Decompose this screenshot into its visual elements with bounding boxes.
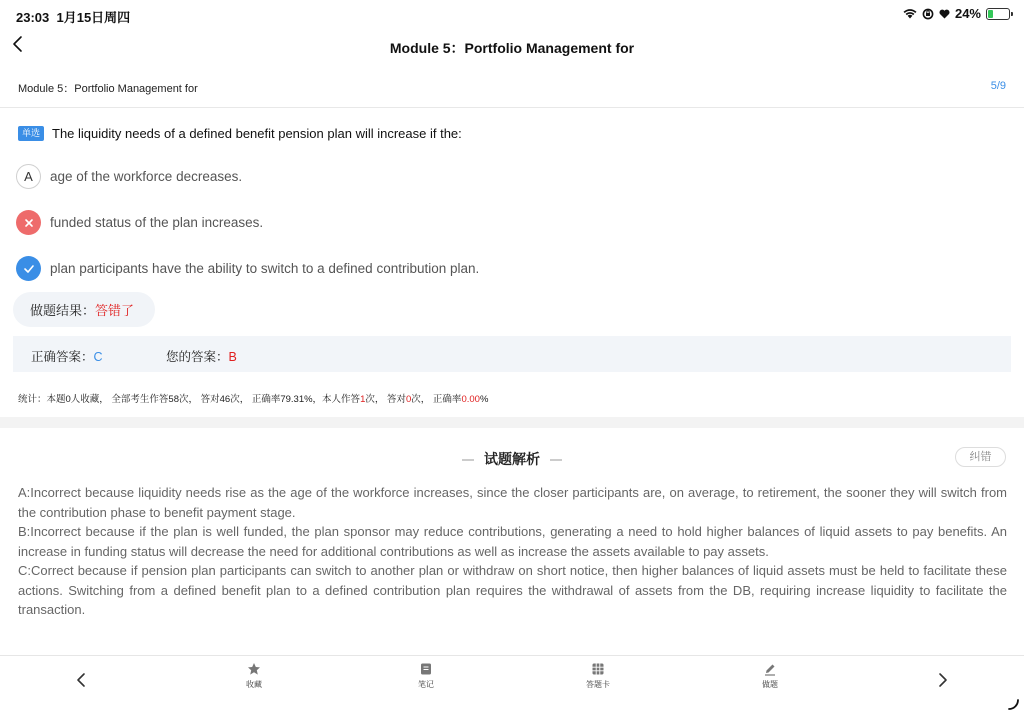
resize-handle-icon (1004, 696, 1020, 712)
stats-part-2: 次， 答对 (365, 394, 406, 405)
correct-answer-value: C (93, 350, 103, 364)
module-title: Module 5：Portfolio Management for (18, 83, 198, 95)
option-a-text: age of the workforce decreases. (50, 169, 243, 184)
analysis-paragraph-c: C:Correct because if pension plan participants can switch to another plan or withdraw on short notice, then higher balances of liquid assets must be held to facilitate these actions. Switching from a defined benefit plan to a defined contribution plan requires the withdrawal of assets from the DB, requiring increase liquidity to facilitate the transaction. (18, 563, 1007, 617)
stats-line (18, 391, 488, 405)
battery-level (988, 10, 993, 18)
status-bar (0, 0, 1024, 28)
cross-icon (24, 218, 34, 228)
favorite-label: 收藏 (246, 680, 262, 689)
heart-icon (939, 9, 950, 19)
chevron-right-icon (930, 668, 954, 692)
correct-answer (31, 347, 103, 365)
stats-part-4: % (479, 394, 489, 405)
clock-time: 23:03 (16, 10, 50, 25)
option-b[interactable] (16, 210, 263, 235)
star-icon (247, 662, 261, 676)
my-rate: 0.00 (461, 394, 480, 405)
prev-question-button[interactable] (70, 668, 94, 692)
battery-percent: 24% (954, 6, 981, 21)
my-attempts: 1 (360, 394, 366, 405)
notes-button[interactable] (396, 662, 456, 690)
stats-part-3: 次， 正确率 (411, 394, 462, 405)
heading-dash-left (462, 459, 474, 461)
analysis-paragraph-b: B:Incorrect because if the plan is well funded, the plan sponsor may reduce contributions, generating a need to hold higher balances of liquid assets to pay benefits. An increase in funding status will decrease the need for additional contributions as well as increase the assets available to pay assets. (18, 524, 1007, 559)
option-c[interactable] (16, 256, 479, 281)
battery-icon (986, 8, 1010, 20)
question-progress: 5/9 (990, 80, 1006, 92)
report-error-button[interactable]: 纠错 (955, 447, 1006, 467)
question-text: The liquidity needs of a defined benefit pension plan will increase if the: (52, 126, 462, 141)
nav-bar (0, 28, 1024, 64)
analysis-body (18, 483, 1007, 620)
next-question-button[interactable] (930, 668, 954, 692)
your-answer-value: B (228, 350, 237, 364)
answer-card-button[interactable] (568, 662, 628, 690)
stats-part-1: 统计：本题0人收藏， 全部考生作答58次， 答对46次， 正确率79.31%，本人作答 (18, 394, 361, 405)
analysis-title: 试题解析 (484, 451, 540, 467)
heading-dash-right (550, 459, 562, 461)
practice-label: 做题 (762, 680, 778, 689)
option-c-text: plan participants have the ability to switch to a defined contribution plan. (50, 261, 480, 276)
analysis-heading (0, 449, 1024, 469)
bottom-toolbar (0, 655, 1024, 716)
result-pill (13, 292, 155, 327)
status-icons (903, 6, 1010, 21)
chevron-left-icon (70, 668, 94, 692)
check-icon (23, 264, 35, 274)
favorite-button[interactable] (224, 662, 284, 690)
option-b-text: funded status of the plan increases. (50, 215, 264, 230)
note-icon (419, 662, 433, 676)
result-label: 做题结果： (30, 303, 96, 318)
practice-button[interactable] (740, 662, 800, 690)
page-title: Module 5：Portfolio Management for (389, 40, 635, 56)
wifi-icon (903, 8, 917, 19)
your-answer-label: 您的答案： (166, 350, 229, 364)
question-stem (18, 126, 462, 141)
answer-card-icon (591, 662, 605, 676)
correct-answer-label: 正确答案： (31, 350, 94, 364)
rotation-lock-icon (922, 8, 934, 20)
option-c-marker (16, 256, 41, 281)
clock-date: 1月15日周四 (56, 10, 131, 25)
subheader (0, 72, 1024, 108)
option-b-marker (16, 210, 41, 235)
option-a[interactable] (16, 164, 242, 189)
your-answer (166, 347, 237, 365)
question-type-badge: 单选 (18, 126, 44, 141)
answer-card-label: 答题卡 (586, 680, 610, 689)
option-a-marker: A (16, 164, 41, 189)
my-correct: 0 (406, 394, 412, 405)
pencil-icon (763, 662, 777, 676)
notes-label: 笔记 (418, 680, 434, 689)
analysis-paragraph-a: A:Incorrect because liquidity needs rise as the age of the workforce increases, since the closer participants are, on average, to retirement, the sooner they will switch from the contribution phase to benefit payment stage. (18, 485, 1007, 520)
status-time (16, 7, 130, 26)
section-divider (0, 417, 1024, 428)
answer-bar (13, 336, 1011, 372)
result-value: 答错了 (95, 303, 135, 318)
